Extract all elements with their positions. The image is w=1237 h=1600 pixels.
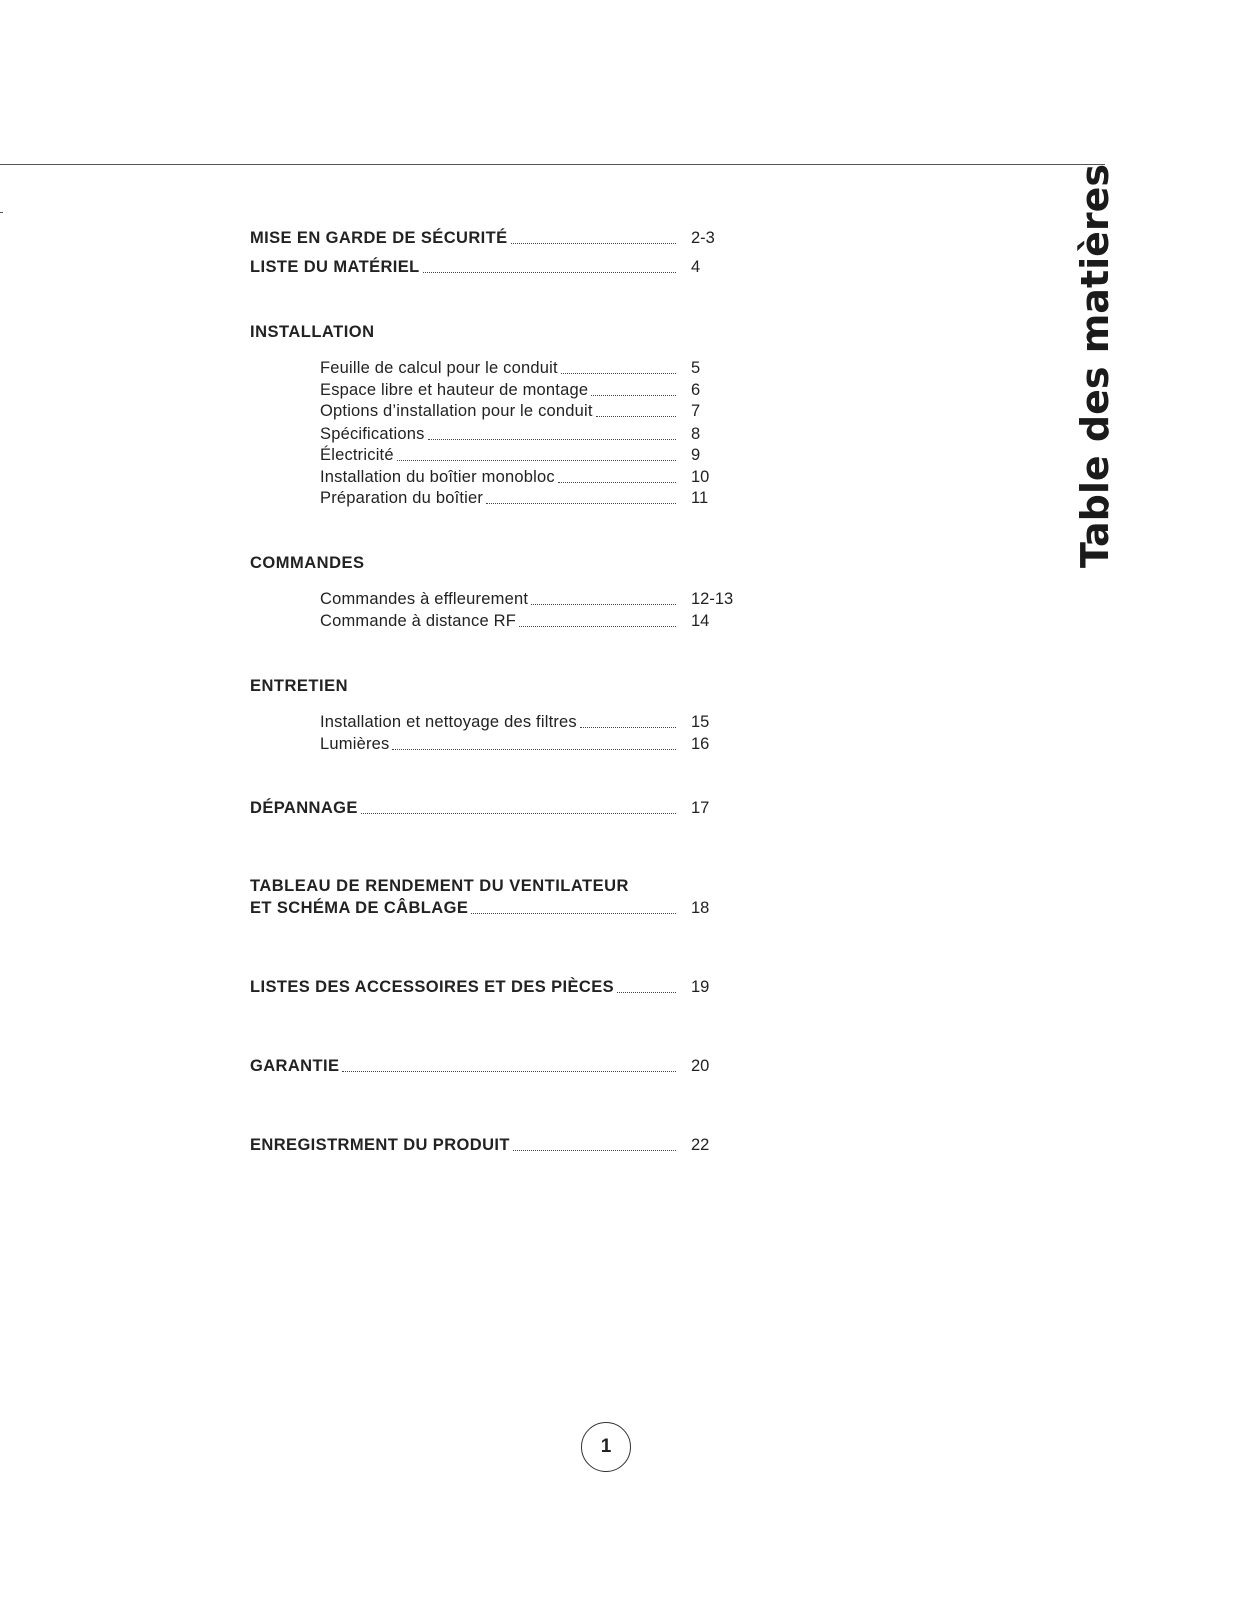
dot-leader xyxy=(361,813,676,814)
toc-entry-page: 9 xyxy=(691,446,701,464)
toc-entry-page: 22 xyxy=(691,1136,710,1154)
toc-subentry[interactable] xyxy=(320,610,750,632)
toc-entry-label: Installation du boîtier monobloc xyxy=(320,468,555,486)
dot-leader xyxy=(561,373,676,374)
toc-entry-label: ET SCHÉMA DE CÂBLAGE xyxy=(250,899,469,917)
toc-entry-page: 16 xyxy=(691,735,710,753)
dot-leader xyxy=(511,243,676,244)
toc-entry-label: GARANTIE xyxy=(250,1057,340,1075)
toc-subentry[interactable] xyxy=(320,379,750,401)
dot-leader xyxy=(596,416,676,417)
toc-entry-parts-list[interactable] xyxy=(250,256,750,278)
toc-entry-accessories[interactable] xyxy=(250,976,750,998)
toc-entry-label: LISTE DU MATÉRIEL xyxy=(250,258,420,276)
toc-entry-safety[interactable] xyxy=(250,227,750,249)
toc-entry-label: LISTES DES ACCESSOIRES ET DES PIÈCES xyxy=(250,978,615,996)
dot-leader xyxy=(519,626,676,627)
side-title: Table des matières xyxy=(1073,163,1117,568)
toc-entry-page: 4 xyxy=(691,258,701,276)
dot-leader xyxy=(471,913,676,914)
dot-leader xyxy=(558,482,676,483)
toc-subentry[interactable] xyxy=(320,357,750,379)
toc-entry-page: 8 xyxy=(691,425,701,443)
toc-subentry[interactable] xyxy=(320,588,750,610)
toc-entry-registration[interactable] xyxy=(250,1134,750,1156)
page-number: 1 xyxy=(581,1422,631,1472)
toc-subentry[interactable] xyxy=(320,711,750,733)
toc-entry-label: Préparation du boîtier xyxy=(320,489,484,507)
dot-leader xyxy=(397,460,676,461)
dot-leader xyxy=(580,727,676,728)
toc-entry-page: 17 xyxy=(691,799,710,817)
toc-entry-page: 11 xyxy=(691,489,709,507)
toc-entry-page: 2-3 xyxy=(691,229,715,247)
toc-entry-label: Lumières xyxy=(320,735,390,753)
section-heading-maintenance: ENTRETIEN xyxy=(250,677,349,695)
toc-entry-label: Options d’installation pour le conduit xyxy=(320,402,593,420)
toc-subentry[interactable] xyxy=(320,400,750,422)
dot-leader xyxy=(428,439,676,440)
toc-entry-page: 7 xyxy=(691,402,701,420)
dot-leader xyxy=(591,395,676,396)
toc-entry-label: MISE EN GARDE DE SÉCURITÉ xyxy=(250,229,508,247)
toc-entry-page: 6 xyxy=(691,381,701,399)
toc-entry-page: 20 xyxy=(691,1057,710,1075)
section-heading-controls: COMMANDES xyxy=(250,554,365,572)
toc-entry-page: 5 xyxy=(691,359,701,377)
toc-entry-page: 12-13 xyxy=(691,590,734,608)
section-heading-installation: INSTALLATION xyxy=(250,323,375,341)
toc-subentry[interactable] xyxy=(320,423,750,445)
toc-subentry[interactable] xyxy=(320,466,750,488)
toc-entry-label: ENREGISTRMENT DU PRODUIT xyxy=(250,1136,510,1154)
toc-entry-label: Feuille de calcul pour le conduit xyxy=(320,359,558,377)
toc-entry-performance-line1: TABLEAU DE RENDEMENT DU VENTILATEUR xyxy=(250,877,629,895)
toc-subentry[interactable] xyxy=(320,733,750,755)
dot-leader xyxy=(392,749,676,750)
toc-entry-page: 19 xyxy=(691,978,710,996)
toc-entry-page: 10 xyxy=(691,468,710,486)
toc-entry-troubleshooting[interactable] xyxy=(250,797,750,819)
toc-entry-performance[interactable] xyxy=(250,897,750,919)
dot-leader xyxy=(423,272,676,273)
toc-entry-page: 15 xyxy=(691,713,710,731)
toc-entry-page: 14 xyxy=(691,612,710,630)
dot-leader xyxy=(531,604,676,605)
toc-entry-warranty[interactable] xyxy=(250,1055,750,1077)
toc-entry-label: Commandes à effleurement xyxy=(320,590,529,608)
dot-leader xyxy=(513,1150,676,1151)
toc-entry-label: Espace libre et hauteur de montage xyxy=(320,381,589,399)
toc-entry-label: Commande à distance RF xyxy=(320,612,517,630)
toc-entry-label: Électricité xyxy=(320,446,394,464)
toc-entry-label: DÉPANNAGE xyxy=(250,799,358,817)
toc-entry-page: 18 xyxy=(691,899,710,917)
dot-leader xyxy=(486,503,676,504)
toc-subentry[interactable] xyxy=(320,444,750,466)
toc-subentry[interactable] xyxy=(320,487,750,509)
toc-entry-label: Spécifications xyxy=(320,425,425,443)
toc-entry-label: Installation et nettoyage des filtres xyxy=(320,713,577,731)
dot-leader xyxy=(342,1071,676,1072)
dot-leader xyxy=(617,992,676,993)
